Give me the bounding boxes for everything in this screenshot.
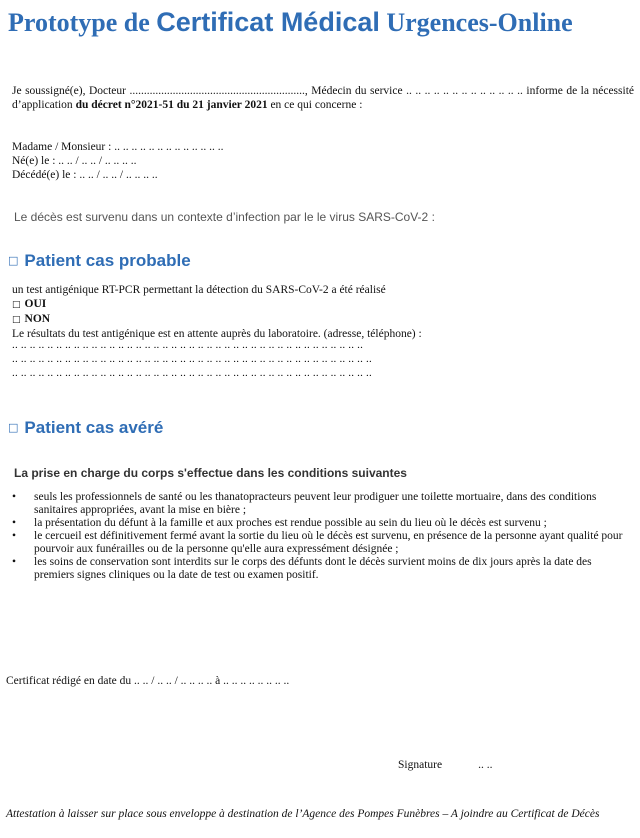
- option-non-label: NON: [24, 313, 51, 325]
- option-oui[interactable]: [12, 297, 422, 312]
- bullet-icon: •: [12, 517, 17, 529]
- list-item: [12, 530, 630, 556]
- context-statement: Le décès est survenu dans un contexte d’infection par le le virus SARS-CoV-2 :: [14, 210, 435, 224]
- conditions-list: [12, 491, 630, 582]
- signature-area: [398, 758, 492, 772]
- heading-probable: [8, 251, 191, 271]
- death-date-line: Décédé(e) le : .. .. / .. .. / .. .. .. ..: [12, 169, 158, 181]
- footer-note: Attestation à laisser sur place sous enveloppe à destination de l’Agence des Pompes Funèbres – A joindre au Certificat de Décès: [6, 808, 600, 820]
- list-item-text: les soins de conservation sont interdits sur le corps des défunts dont le décès survient moins de dix jours après la date des premiers signes cliniques ou la date de test ou examen positif.: [34, 556, 592, 581]
- list-item: [12, 556, 630, 582]
- list-item-text: seuls les professionnels de santé ou les thanatopracteurs peuvent leur prodiguer une toilette mortuaire, dans des conditions sanitaires appropriées, avant la mise en bière ;: [34, 491, 597, 516]
- document-title: [8, 5, 573, 44]
- pending-result-line: Le résultats du test antigénique est en attente auprès du laboratoire. (adresse, téléphone) :: [12, 328, 422, 340]
- intro-text-before: Je soussigné(e), Docteur ............................................................., Médecin du service .. .. .. .. .. .. .. .. .. .. .. .. .. informe de la nécessité d’application: [12, 85, 634, 111]
- probable-block: [12, 283, 422, 341]
- heading-avere: [8, 418, 163, 438]
- signature-dots: .. ..: [478, 759, 493, 771]
- checkbox-non-icon[interactable]: □: [12, 315, 21, 325]
- test-line: un test antigénique RT-PCR permettant la détection du SARS-CoV-2 a été réalisé: [12, 284, 386, 296]
- title-part-certificat: Certificat Médical: [156, 7, 380, 37]
- certificate-date-line: Certificat rédigé en date du .. .. / .. .. / .. .. .. .. à .. .. .. .. .. .. .. ..: [6, 675, 290, 687]
- conditions-heading: La prise en charge du corps s'effectue dans les conditions suivantes: [14, 466, 407, 480]
- bullet-icon: •: [12, 556, 17, 568]
- checkbox-oui-icon[interactable]: □: [12, 300, 21, 310]
- title-part-prototype: Prototype de: [8, 8, 157, 37]
- list-item-text: le cercueil est définitivement fermé avant la sortie du lieu où le décès est survenu, en présence de la personne ayant qualité pour pourvoir aux funérailles ou de la personne qu'elle aura expressément désignée ;: [34, 530, 623, 555]
- patient-identity: [12, 140, 223, 182]
- birth-date-line: Né(e) le : .. .. / .. .. / .. .. .. ..: [12, 155, 137, 167]
- checkbox-icon[interactable]: □: [8, 254, 19, 267]
- intro-paragraph: [12, 84, 634, 112]
- dotted-line: .. .. .. .. .. .. .. .. .. .. .. .. .. .. .. .. .. .. .. .. .. .. .. .. .. .. .. .. .. .. .. .. .. .. .. .. .. .. .. .. ..: [12, 353, 372, 365]
- decree-reference: du décret n°2021-51 du 21 janvier 2021: [75, 99, 268, 111]
- option-oui-label: OUI: [24, 298, 47, 310]
- list-item: [12, 491, 630, 517]
- heading-probable-label: Patient cas probable: [24, 251, 191, 270]
- dotted-line: .. .. .. .. .. .. .. .. .. .. .. .. .. .. .. .. .. .. .. .. .. .. .. .. .. .. .. .. .. .. .. .. .. .. .. .. .. .. .. .. ..: [12, 367, 372, 379]
- title-part-urgences: Urgences-Online: [379, 8, 573, 37]
- dotted-line: .. .. .. .. .. .. .. .. .. .. .. .. .. .. .. .. .. .. .. .. .. .. .. .. .. .. .. .. .. .. .. .. .. .. .. .. .. .. .. ..: [12, 339, 364, 351]
- heading-avere-label: Patient cas avéré: [24, 418, 164, 437]
- option-non[interactable]: [12, 312, 422, 327]
- signature-label: Signature: [398, 759, 443, 771]
- checkbox-icon[interactable]: □: [8, 421, 19, 434]
- list-item-text: la présentation du défunt à la famille et aux proches est rendue possible au sein du lieu où le décès est survenu ;: [34, 517, 547, 529]
- list-item: [12, 517, 630, 530]
- bullet-icon: •: [12, 530, 17, 542]
- bullet-icon: •: [12, 491, 17, 503]
- intro-text-after: en ce qui concerne :: [267, 99, 363, 111]
- address-dotted-lines: [12, 338, 372, 380]
- name-line: Madame / Monsieur : .. .. .. .. .. .. .. .. .. .. .. .. ..: [12, 141, 224, 153]
